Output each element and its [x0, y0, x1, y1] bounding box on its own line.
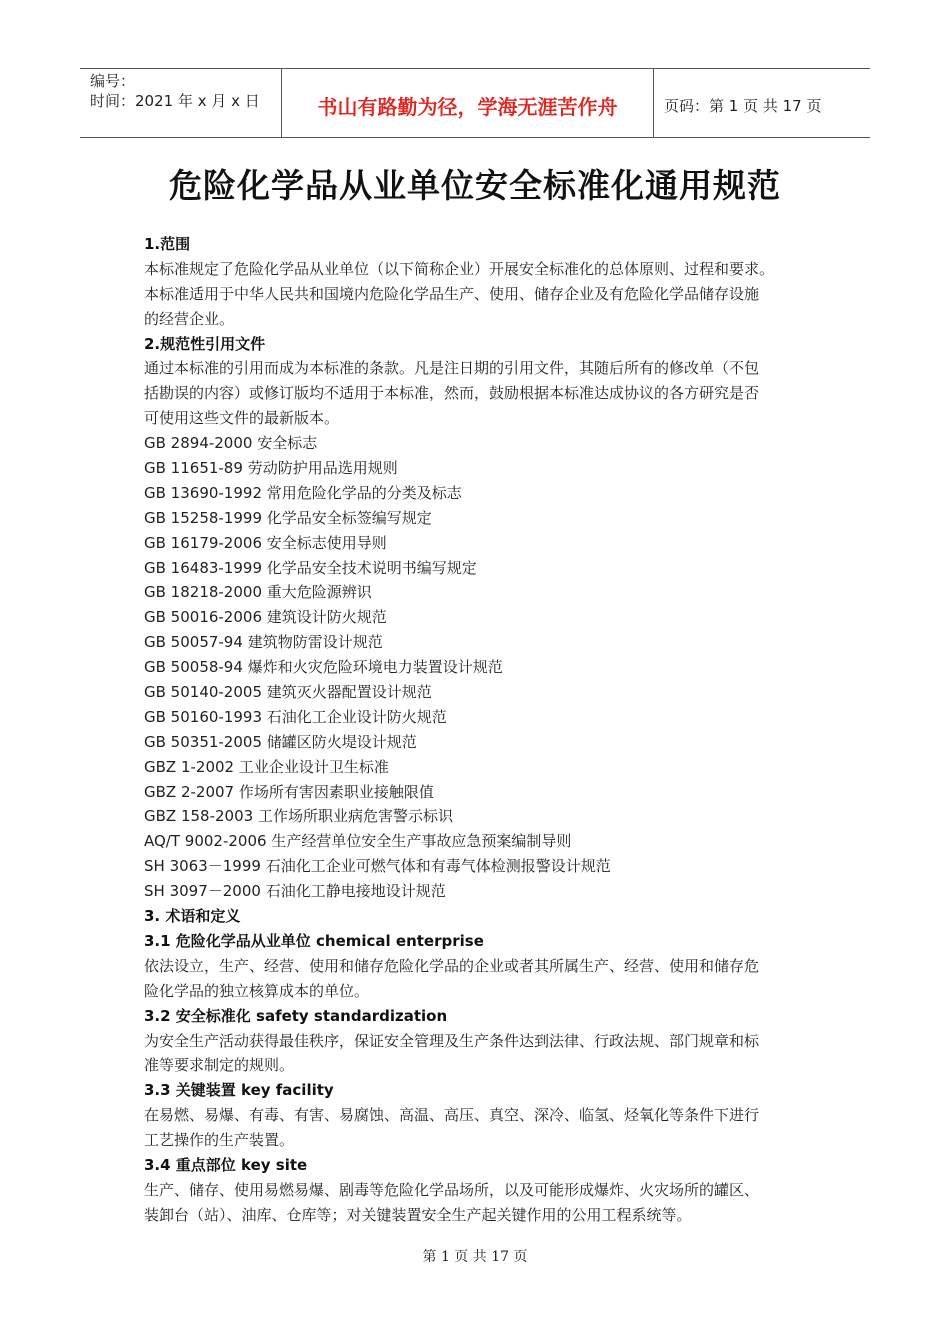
paragraph-line: 依法设立，生产、经营、使用和储存危险化学品的企业或者其所属生产、经营、使用和储存危 — [144, 956, 760, 975]
reference-code: GBZ 1-2002 — [144, 757, 235, 776]
reference-item — [144, 431, 809, 456]
reference-name: 劳动防护用品选用规则 — [247, 459, 398, 478]
reference-item — [144, 730, 809, 755]
reference-code: GB 2894-2000 — [144, 434, 253, 453]
reference-name: 爆炸和火灾危险环境电力装置设计规范 — [247, 658, 503, 677]
reference-name: 化学品安全技术说明书编写规定 — [266, 558, 477, 577]
paragraph-line: 工艺操作的生产装置。 — [144, 1131, 295, 1150]
paragraph-line: 的经营企业。 — [144, 309, 235, 328]
subsection-heading: 3.1 危险化学品从业单位 chemical enterprise — [144, 931, 484, 950]
header-page-info: 页码：第 1 页 共 17 页 — [664, 96, 822, 115]
reference-code: GB 16179-2006 — [144, 533, 262, 552]
paragraph-line: 通过本标准的引用而成为本标准的条款。凡是注日期的引用文件，其随后所有的修改单（不包 — [144, 359, 760, 378]
reference-item — [144, 481, 809, 506]
reference-item — [144, 456, 809, 481]
paragraph-line: 准等要求制定的规则。 — [144, 1056, 295, 1075]
time-label: 时间：2021 年 x 月 x 日 — [90, 92, 260, 110]
reference-item — [144, 605, 809, 630]
reference-name: 建筑物防雷设计规范 — [247, 633, 383, 652]
reference-code: GB 18218-2000 — [144, 583, 262, 602]
document-body — [144, 232, 809, 1228]
reference-name: 储罐区防火堤设计规范 — [266, 732, 417, 751]
paragraph-line: 在易燃、易爆、有毒、有害、易腐蚀、高温、高压、真空、深冷、临氢、烃氧化等条件下进行 — [144, 1106, 760, 1125]
reference-name: 石油化工静电接地设计规范 — [265, 882, 446, 901]
reference-name: 作场所有害因素职业接触限值 — [238, 782, 434, 801]
reference-item — [144, 804, 809, 829]
reference-item — [144, 780, 809, 805]
reference-item — [144, 755, 809, 780]
header-motto: 书山有路勤为径，学海无涯苦作舟 — [282, 69, 654, 137]
reference-item — [144, 531, 809, 556]
section-heading: 3. 术语和定义 — [144, 907, 241, 926]
reference-name: 化学品安全标签编写规定 — [266, 508, 432, 527]
reference-code: GB 15258-1999 — [144, 508, 262, 527]
reference-name: 石油化工企业设计防火规范 — [266, 707, 447, 726]
reference-item — [144, 506, 809, 531]
reference-code: GBZ 2-2007 — [144, 782, 235, 801]
reference-name: 生产经营单位安全生产事故应急预案编制导则 — [271, 832, 572, 851]
reference-item — [144, 580, 809, 605]
reference-code: AQ/T 9002-2006 — [144, 832, 267, 851]
reference-code: GBZ 158-2003 — [144, 807, 254, 826]
reference-code: GB 50057-94 — [144, 633, 243, 652]
header-meta — [80, 69, 282, 137]
reference-item — [144, 655, 809, 680]
reference-code: GB 16483-1999 — [144, 558, 262, 577]
reference-code: GB 13690-1992 — [144, 483, 262, 502]
page-footer: 第 1 页 共 17 页 — [422, 1249, 528, 1265]
reference-name: 安全标志使用导则 — [266, 533, 387, 552]
reference-code: GB 50016-2006 — [144, 608, 262, 627]
paragraph-line: 生产、储存、使用易燃易爆、剧毒等危险化学品场所，以及可能形成爆炸、火灾场所的罐区、 — [144, 1180, 760, 1199]
reference-code: GB 50160-1993 — [144, 707, 262, 726]
reference-code: GB 11651-89 — [144, 459, 243, 478]
reference-code: SH 3097－2000 — [144, 882, 261, 901]
reference-name: 常用危险化学品的分类及标志 — [266, 483, 462, 502]
reference-item — [144, 630, 809, 655]
paragraph-line: 括勘误的内容）或修订版均不适用于本标准，然而，鼓励根据本标准达成协议的各方研究是否 — [144, 384, 760, 403]
reference-code: SH 3063－1999 — [144, 857, 261, 876]
subsection-heading: 3.3 关键装置 key facility — [144, 1081, 334, 1100]
reference-list — [144, 431, 809, 904]
paragraph-line: 险化学品的独立核算成本的单位。 — [144, 981, 370, 1000]
document-title: 危险化学品从业单位安全标准化通用规范 — [169, 166, 781, 205]
reference-name: 工作场所职业病危害警示标识 — [257, 807, 453, 826]
reference-item — [144, 854, 809, 879]
paragraph-line: 可使用这些文件的最新版本。 — [144, 409, 340, 428]
reference-name: 建筑灭火器配置设计规范 — [266, 683, 432, 702]
reference-item — [144, 829, 809, 854]
reference-name: 工业企业设计卫生标准 — [238, 757, 389, 776]
reference-name: 安全标志 — [257, 434, 318, 453]
subsection-heading: 3.4 重点部位 key site — [144, 1155, 308, 1174]
paragraph-line: 为安全生产活动获得最佳秩序，保证安全管理及生产条件达到法律、行政法规、部门规章和标 — [144, 1031, 760, 1050]
subsection-heading: 3.2 安全标准化 safety standardization — [144, 1006, 448, 1025]
reference-item — [144, 680, 809, 705]
reference-code: GB 50058-94 — [144, 658, 243, 677]
reference-item — [144, 705, 809, 730]
paragraph-line: 装卸台（站）、油库、仓库等；对关键装置安全生产起关键作用的公用工程系统等。 — [144, 1205, 692, 1224]
number-label: 编号： — [90, 72, 136, 90]
reference-name: 重大危险源辨识 — [266, 583, 372, 602]
reference-code: GB 50140-2005 — [144, 683, 262, 702]
header-table — [80, 68, 870, 138]
reference-name: 建筑设计防火规范 — [266, 608, 387, 627]
reference-name: 石油化工企业可燃气体和有毒气体检测报警设计规范 — [265, 857, 611, 876]
section-heading: 2.规范性引用文件 — [144, 334, 266, 353]
paragraph-line: 本标准规定了危险化学品从业单位（以下简称企业）开展安全标准化的总体原则、过程和要求。 — [144, 259, 775, 278]
reference-code: GB 50351-2005 — [144, 732, 262, 751]
section-heading: 1.范围 — [144, 235, 191, 253]
reference-item — [144, 879, 809, 904]
paragraph-line: 本标准适用于中华人民共和国境内危险化学品生产、使用、储存企业及有危险化学品储存设施 — [144, 284, 760, 303]
reference-item — [144, 556, 809, 581]
